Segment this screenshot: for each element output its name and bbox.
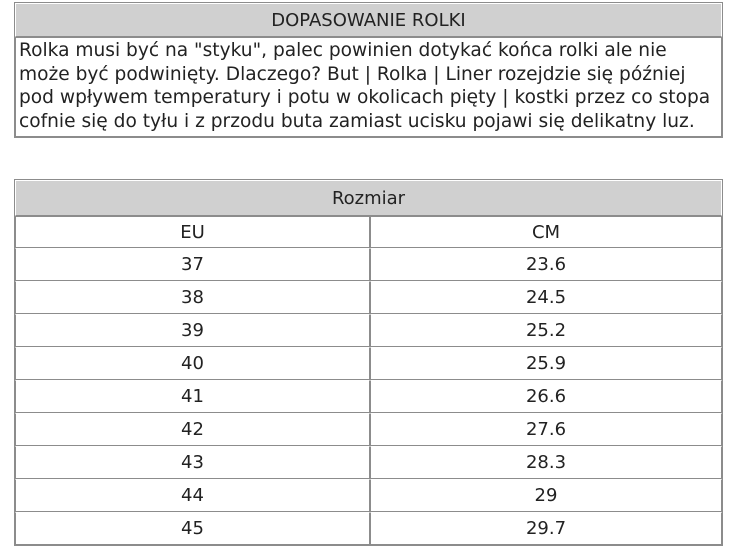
size-cm-cell: 28.3	[370, 446, 722, 479]
table-row	[15, 347, 722, 380]
size-table	[14, 179, 723, 546]
size-eu-cell: 45	[15, 512, 370, 545]
size-eu-cell: 38	[15, 281, 370, 314]
table-row	[15, 413, 722, 446]
fit-table	[14, 2, 723, 138]
table-row	[15, 479, 722, 512]
table-row	[15, 380, 722, 413]
size-column-headers	[15, 216, 722, 248]
fit-description: Rolka musi być na "styku", palec powinien dotykać końca rolki ale nie może być podwinięty. Dlaczego? But | Rolka | Liner rozejdzie się później pod wpływem temperatury i potu w okolicach pięty | kostki przez co stopa cofnie się do tyłu i z przodu buta zamiast ucisku pojawi się delikatny luz.	[15, 37, 722, 137]
size-cm-cell: 29.7	[370, 512, 722, 545]
size-cm-cell: 29	[370, 479, 722, 512]
size-eu-cell: 43	[15, 446, 370, 479]
size-title: Rozmiar	[15, 180, 722, 216]
table-row	[15, 446, 722, 479]
size-eu-cell: 40	[15, 347, 370, 380]
table-row	[15, 512, 722, 545]
column-header-cm: CM	[370, 216, 722, 248]
size-eu-cell: 42	[15, 413, 370, 446]
size-cm-cell: 23.6	[370, 248, 722, 281]
size-header-row	[15, 180, 722, 216]
size-cm-cell: 24.5	[370, 281, 722, 314]
fit-title: DOPASOWANIE ROLKI	[15, 3, 722, 37]
table-row	[15, 248, 722, 281]
size-eu-cell: 44	[15, 479, 370, 512]
size-eu-cell: 41	[15, 380, 370, 413]
size-cm-cell: 25.2	[370, 314, 722, 347]
size-cm-cell: 27.6	[370, 413, 722, 446]
fit-header-row	[15, 3, 722, 37]
size-eu-cell: 39	[15, 314, 370, 347]
size-eu-cell: 37	[15, 248, 370, 281]
fit-text-row	[15, 37, 722, 137]
table-row	[15, 314, 722, 347]
column-header-eu: EU	[15, 216, 370, 248]
table-row	[15, 281, 722, 314]
size-cm-cell: 26.6	[370, 380, 722, 413]
size-cm-cell: 25.9	[370, 347, 722, 380]
